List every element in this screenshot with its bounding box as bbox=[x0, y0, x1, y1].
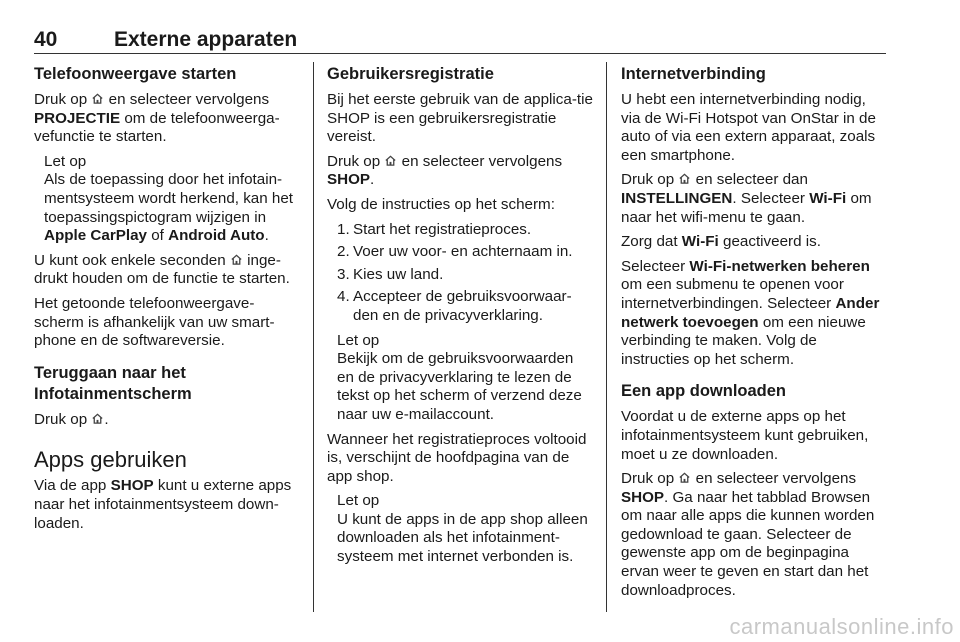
paragraph: U kunt ook enkele seconden inge-drukt houden om de functie te starten. bbox=[34, 251, 290, 288]
paragraph: Wanneer het registratieproces voltooid is, verschijnt de hoofdpagina van de app shop. bbox=[327, 430, 587, 485]
note: Let op Als de toepassing door het infotain-mentsysteem wordt herkend, kan het toepassingspictogram wijzigen in Apple CarPlay of Android Auto. bbox=[44, 153, 300, 246]
home-icon bbox=[91, 412, 104, 425]
section-heading: Een app downloaden bbox=[621, 382, 787, 401]
column-divider bbox=[606, 62, 607, 612]
home-icon bbox=[678, 471, 691, 484]
page-header bbox=[34, 28, 886, 52]
note-label: Let op bbox=[337, 492, 380, 510]
chapter-heading: Apps gebruiken bbox=[34, 447, 187, 473]
paragraph: Zorg dat Wi-Fi geactiveerd is. bbox=[621, 233, 821, 251]
home-icon bbox=[91, 92, 104, 105]
paragraph: Druk op en selecteer dan INSTELLINGEN. Selecteer Wi-Fi om naar het wifi-menu te gaan. bbox=[621, 171, 872, 226]
note: Let op Bekijk om de gebruiksvoorwaarden en de privacyverklaring te lezen de tekst op het scherm of verzend deze naar uw e-mailaccount. bbox=[337, 332, 593, 425]
page-number: 40 bbox=[34, 28, 58, 51]
list-item: 1. Start het registratieproces. bbox=[337, 220, 532, 238]
steps-list bbox=[327, 221, 593, 326]
paragraph: U hebt een internetverbinding nodig, via de Wi-Fi Hotspot van OnStar in de auto of via een extern apparaat, zoals een smartphone. bbox=[621, 91, 876, 164]
home-icon bbox=[230, 253, 243, 266]
paragraph: Selecteer Wi-Fi-netwerken beheren om een submenu te openen voor internetverbindingen. Selecteer Ander netwerk toevoegen om een nieuwe verbinding te maken. Volg de instructies op het scherm. bbox=[621, 257, 880, 368]
note: Let op U kunt de apps in de app shop alleen downloaden als het infotainment-systeem met internet verbonden is. bbox=[337, 492, 593, 566]
section-heading: Internetverbinding bbox=[621, 65, 766, 83]
paragraph: Druk op en selecteer vervolgens SHOP. Ga naar het tabblad Browsen om naar alle apps die kunnen worden gedownload te gaan. Selecteer de gewenste app om de beginpagina ervan weer te geven en start dan het downloadproces. bbox=[621, 470, 875, 599]
column-3 bbox=[621, 64, 887, 606]
page-title: Externe apparaten bbox=[114, 28, 298, 51]
header-rule bbox=[34, 53, 886, 54]
column-2 bbox=[327, 64, 593, 573]
column-1 bbox=[34, 64, 300, 539]
section-heading: Teruggaan naar het Infotainmentscherm bbox=[34, 363, 192, 403]
watermark: carmanualsonline.info bbox=[729, 614, 954, 639]
paragraph: Druk op en selecteer vervolgens PROJECTIE om de telefoonweerga-vefunctie te starten. bbox=[34, 91, 280, 146]
paragraph: Het getoonde telefoonweergave-scherm is afhankelijk van uw smart-phone en de softwareversie. bbox=[34, 294, 275, 350]
note-label: Let op bbox=[44, 152, 87, 170]
list-item: 3. Kies uw land. bbox=[337, 265, 444, 283]
home-icon bbox=[384, 154, 397, 167]
list-item: 4. Accepteer de gebruiksvoorwaar-den en de privacyverklaring. bbox=[337, 288, 572, 324]
note-label: Let op bbox=[337, 331, 380, 349]
list-item: 2. Voer uw voor- en achternaam in. bbox=[337, 243, 573, 261]
paragraph: Volg de instructies op het scherm: bbox=[327, 195, 555, 213]
column-divider bbox=[313, 62, 314, 612]
paragraph: Druk op . bbox=[34, 410, 109, 428]
paragraph: Bij het eerste gebruik van de applica-tie SHOP is een gebruikersregistratie vereist. bbox=[327, 91, 593, 146]
home-icon bbox=[678, 172, 691, 185]
section-heading: Telefoonweergave starten bbox=[34, 65, 237, 83]
section-heading: Gebruikersregistratie bbox=[327, 65, 494, 83]
paragraph: Druk op en selecteer vervolgens SHOP. bbox=[327, 152, 563, 189]
paragraph: Via de app SHOP kunt u externe apps naar het infotainmentsysteem down-loaden. bbox=[34, 477, 292, 532]
paragraph: Voordat u de externe apps op het infotainmentsysteem kunt gebruiken, moet u ze downloaden. bbox=[621, 408, 869, 463]
